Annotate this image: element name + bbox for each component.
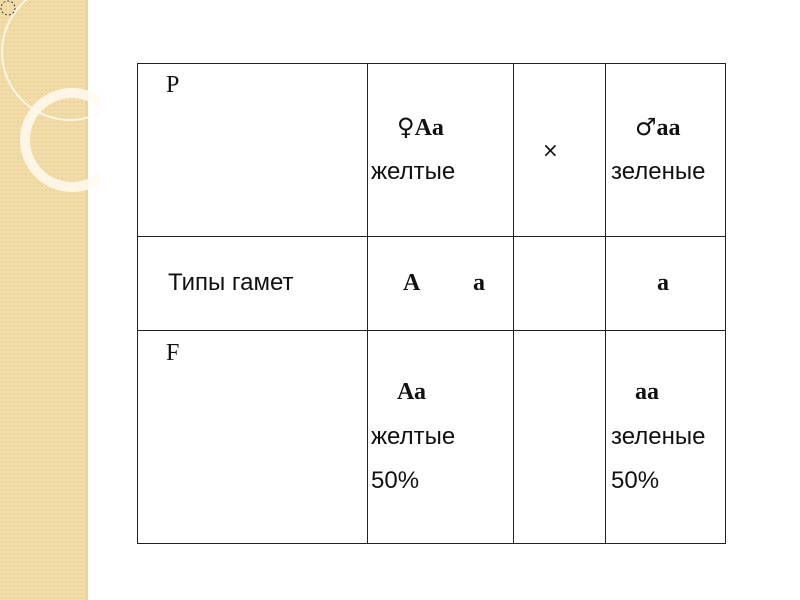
row-label-gametes: Типы гамет: [168, 269, 294, 296]
offspring-1-genotype: Аа: [397, 379, 427, 405]
female-gamete-2: а: [473, 270, 485, 296]
offspring-1-phenotype: желтые: [371, 423, 456, 450]
offspring-2-phenotype: зеленые: [611, 423, 706, 450]
row-divider: [138, 236, 725, 237]
female-symbol-icon: ♀: [397, 113, 415, 141]
female-parent-phenotype: желтые: [371, 158, 456, 185]
female-parent-genotype: ♀Aa: [397, 113, 444, 141]
male-parent-phenotype: зеленые: [611, 158, 706, 185]
male-gamete: а: [657, 270, 669, 296]
column-divider: [605, 64, 606, 543]
column-divider: [367, 64, 368, 543]
genetics-cross-table: [137, 63, 726, 544]
offspring-2-percent: 50%: [611, 467, 660, 494]
decorative-rings: [0, 0, 100, 600]
male-symbol-icon: ♂: [635, 113, 657, 141]
row-divider: [138, 330, 725, 331]
male-parent-genotype: ♂aa: [635, 113, 681, 141]
offspring-2-genotype: аа: [635, 379, 659, 405]
column-divider: [513, 64, 514, 543]
offspring-1-percent: 50%: [371, 467, 420, 494]
row-label-p: P: [166, 72, 180, 98]
cross-symbol: ×: [542, 138, 559, 162]
row-label-f: F: [166, 340, 180, 366]
female-gamete-1: А: [403, 270, 421, 296]
